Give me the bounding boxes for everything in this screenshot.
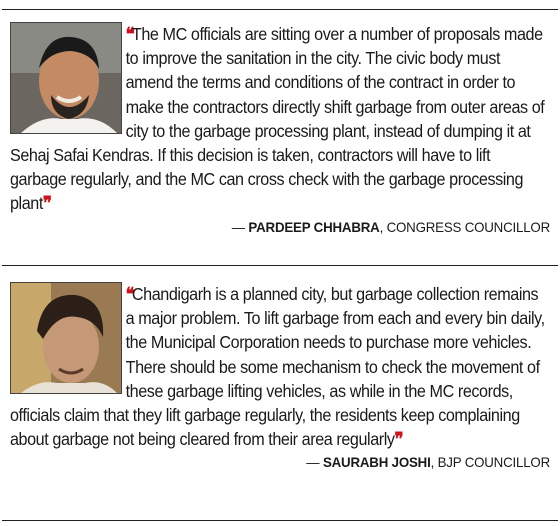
attribution-1: [37, 219, 550, 235]
attribution-2: [37, 454, 550, 470]
attribution-title-1: , CONGRESS COUNCILLOR: [379, 218, 550, 235]
attribution-name-2: SAURABH JOSHI: [322, 454, 431, 471]
attribution-dash-2: —: [306, 454, 320, 471]
close-quote-mark-1: ❞: [42, 193, 50, 214]
top-rule: [2, 9, 558, 10]
quote-block-1: [10, 22, 550, 235]
quote-text-1: [10, 22, 550, 216]
attribution-dash-1: —: [231, 218, 245, 235]
quote-block-2: [10, 282, 550, 470]
divider-rule: [2, 265, 558, 266]
quote-body-2: Chandigarh is a planned city, but garbage collection remains a major problem. To lift garbage from each and every bin daily, the Municipal Corporation needs to purchase more vehicles. There should be some mechanism to check the movement of these garbage lifting vehicles, as while in the MC records, officials claim that they lift garbage regularly, the residents keep complaining about garbage not being cleared from their area regularly: [10, 284, 545, 450]
quote-text-2: [10, 282, 550, 451]
close-quote-mark-2: ❞: [394, 429, 401, 450]
open-quote-mark-2: ❝: [125, 284, 132, 304]
attribution-title-2: , BJP COUNCILLOR: [430, 454, 550, 471]
attribution-name-1: PARDEEP CHHABRA: [248, 218, 380, 235]
bottom-rule: [2, 520, 558, 521]
open-quote-mark-1: ❝: [125, 24, 132, 44]
quote-body-1: The MC officials are sitting over a number of proposals made to improve the sanitation in the city. The civic body must amend the terms and conditions of the contract in order to make the contractors directly shift garbage from outer areas of city to the garbage processing plant, instead of dumping it at Sehaj Safai Kendras. If this decision is taken, contractors will have to lift garbage regularly, and the MC can cross check with the garbage processing plant: [10, 24, 545, 214]
